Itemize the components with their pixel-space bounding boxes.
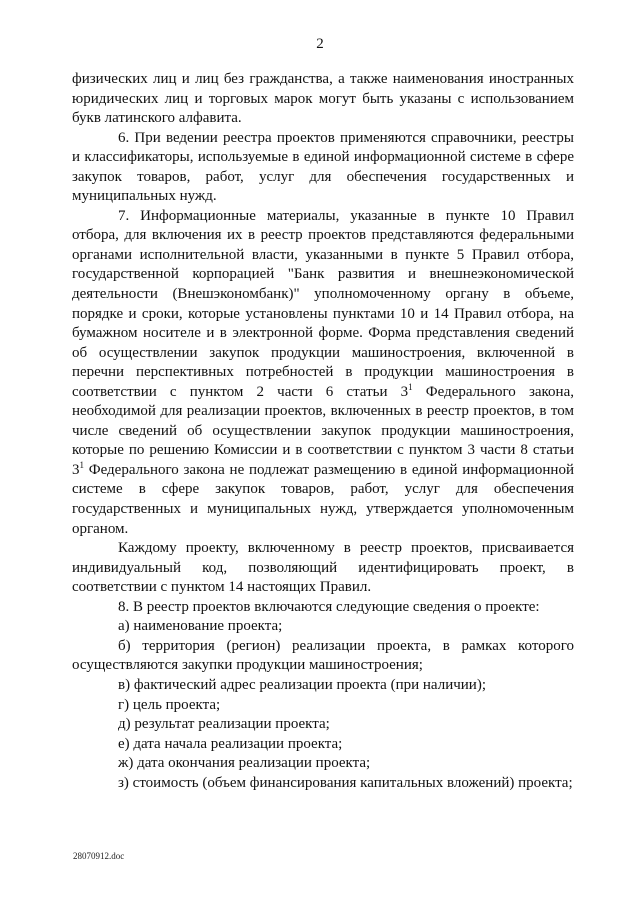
list-item-a: а) наименование проекта;	[118, 618, 283, 635]
paragraph-8: 8. В реестр проектов включаются следующие сведения о проекте:	[118, 598, 540, 615]
list-item-e: е) дата начала реализации проекта;	[118, 735, 343, 752]
paragraph-7	[72, 207, 574, 539]
list-item-b: б) территория (регион) реализации проекта, в рамках которого осуществляются закупки продукции машиностроения;	[72, 637, 574, 674]
list-item-g: г) цель проекта;	[118, 696, 221, 713]
paragraph-continuation: физических лиц и лиц без гражданства, а также наименования иностранных юридических лиц и торговых марок могут быть указаны с использованием букв латинского алфавита.	[72, 71, 574, 127]
list-item-d: д) результат реализации проекта;	[118, 716, 330, 733]
superscript-1: 1	[79, 459, 84, 470]
footer-filename: 28070912.doc	[73, 851, 125, 861]
list-item-v: в) фактический адрес реализации проекта (при наличии);	[118, 676, 486, 693]
paragraph-project-code: Каждому проекту, включенному в реестр проектов, присваивается индивидуальный код, позволяющий идентифицировать проект, в соответствии с пунктом 14 настоящих Правил.	[72, 540, 574, 596]
page-number: 2	[316, 36, 324, 52]
list-item-zh: ж) дата окончания реализации проекта;	[118, 755, 371, 772]
document-body	[72, 70, 574, 793]
list-item-z: з) стоимость (объем финансирования капитальных вложений) проекта;	[118, 774, 573, 791]
paragraph-7-text-c: Федерального закона не подлежат размещению в единой информационной системе в сфере закупок товаров, работ, услуг для обеспечения государственных и муниципальных нужд, утверждается уполномоченным органом.	[72, 461, 574, 537]
paragraph-7-text-a: 7. Информационные материалы, указанные в пункте 10 Правил отбора, для включения их в реестр проектов представляются федеральными органами исполнительной власти, указанными в пункте 5 Правил отбора, государственной корпорацией "Банк развития и внешнеэкономической деятельности (Внешэкономбанк)" уполномоченному органу в объеме, порядке и сроки, которые установлены пунктами 10 и 14 Правил отбора, на бумажном носителе и в электронной форме. Форма представления сведений об осуществлении закупок продукции машиностроения, включенной в перечни перспективных потребностей в продукции машиностроения в соответствии с пунктом 2 части 6 статьи 3	[72, 207, 574, 400]
paragraph-6: 6. При ведении реестра проектов применяются справочники, реестры и классификаторы, используемые в единой информационной системе в сфере закупок товаров, работ, услуг для обеспечения государственных и муниципальных нужд.	[72, 129, 574, 205]
paragraph-7-text-b: Федерального закона, необходимой для реализации проектов, включенных в реестр проектов, в том числе сведений об осуществлении закупок продукции машиностроения, которые по решению Комиссии и в соответствии с пунктом 3 части 8 статьи 3	[72, 383, 574, 478]
superscript-1: 1	[408, 381, 413, 392]
